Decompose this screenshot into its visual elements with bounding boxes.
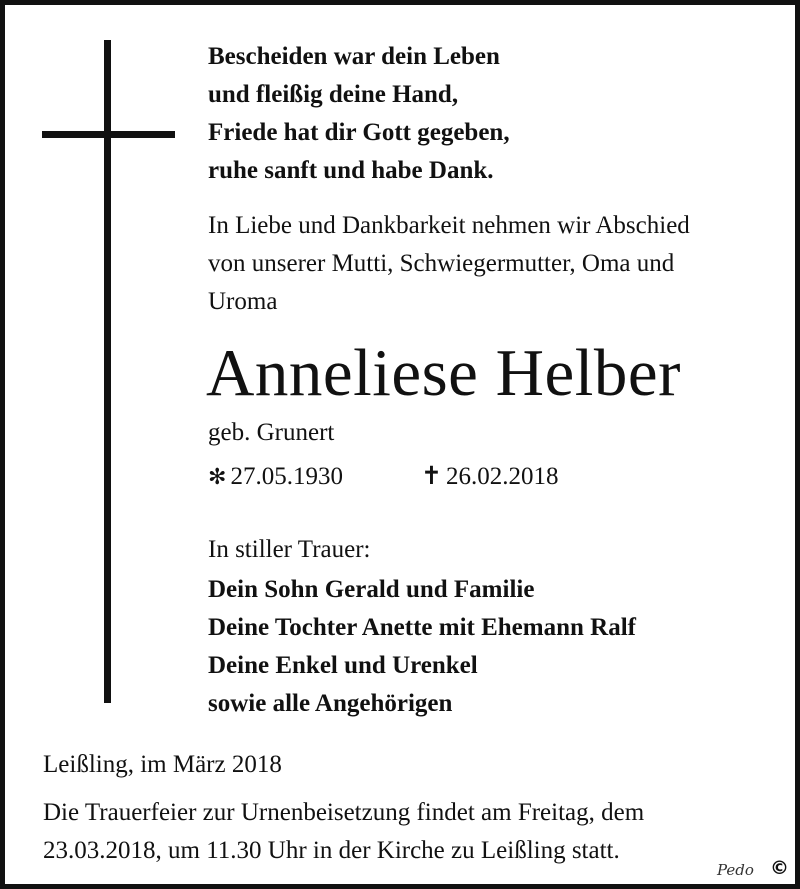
mourner-line: Deine Enkel und Urenkel bbox=[208, 652, 478, 679]
poem-line: ruhe sanft und habe Dank. bbox=[208, 157, 494, 184]
funeral-info-line: Die Trauerfeier zur Urnenbeisetzung findet am Freitag, dem bbox=[43, 799, 645, 826]
designer-signature: Pedo bbox=[717, 861, 754, 879]
death-date-group bbox=[421, 458, 558, 496]
small-cross-icon: ✝ bbox=[421, 463, 442, 490]
intro-line: In Liebe und Dankbarkeit nehmen wir Abschied bbox=[208, 212, 690, 239]
poem bbox=[208, 38, 510, 190]
mourner-line: Deine Tochter Anette mit Ehemann Ralf bbox=[208, 614, 636, 641]
birth-date: 27.05.1930 bbox=[230, 463, 343, 490]
farewell-intro bbox=[208, 207, 690, 321]
mourner-line: sowie alle Angehörigen bbox=[208, 690, 453, 717]
cross-icon bbox=[104, 40, 111, 703]
deceased-name: Anneliese Helber bbox=[206, 336, 681, 410]
place-date: Leißling, im März 2018 bbox=[43, 751, 282, 778]
copyright-icon: © bbox=[770, 857, 789, 879]
mourners-list bbox=[208, 571, 636, 723]
maiden-name: geb. Grunert bbox=[208, 419, 335, 446]
mourning-label: In stiller Trauer: bbox=[208, 536, 371, 563]
intro-line: Uroma bbox=[208, 288, 278, 315]
intro-line: von unserer Mutti, Schwiegermutter, Oma und bbox=[208, 250, 675, 277]
asterisk-icon: ✻ bbox=[208, 464, 227, 489]
life-dates bbox=[208, 458, 559, 496]
funeral-details bbox=[43, 746, 644, 870]
poem-line: Friede hat dir Gott gegeben, bbox=[208, 119, 510, 146]
cross-icon-bar bbox=[42, 131, 175, 138]
poem-line: Bescheiden war dein Leben bbox=[208, 43, 500, 70]
mourner-line: Dein Sohn Gerald und Familie bbox=[208, 576, 535, 603]
death-date: 26.02.2018 bbox=[445, 463, 559, 490]
poem-line: und fleißig deine Hand, bbox=[208, 81, 459, 108]
funeral-info-line: 23.03.2018, um 11.30 Uhr in der Kirche zu Leißling statt. bbox=[43, 837, 620, 864]
